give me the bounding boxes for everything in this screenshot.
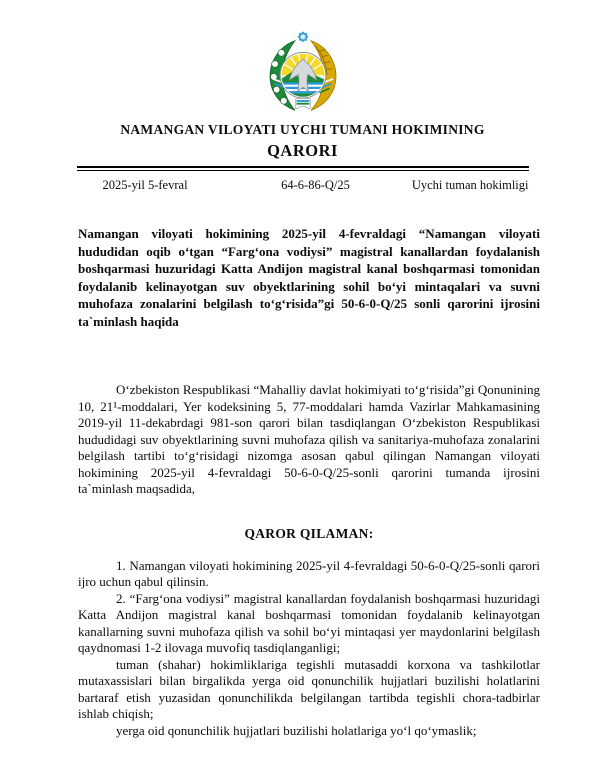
clauses-list [78, 558, 540, 740]
resolution-heading: QAROR QILAMAN: [244, 525, 374, 541]
clause-1: 1. Namangan viloyati hokimining 2025-yil 4-fevraldagi 50-6-0-Q/25-sonli qarori ijro uchun qabul qilinsin. [78, 557, 540, 589]
clause-2: 2. “Farg‘ona vodiysi” magistral kanallardan foydalanish boshqarmasi huzuridagi Katta Andijon magistral kanal boshqarmasi tomonidan foydalanib kelinayotgan kanallarning suvni muhofaza qilish va sohil bo‘yi mintaqasi yer maydonlarini belgilash qaydnomasi 1-2 ilovaga muvofiq tasdiqlanganligi; [78, 590, 540, 655]
decree-title: Namangan viloyati hokimining 2025-yil 4-fevraldagi “Namangan viloyati hududidan oqib o‘tgan “Farg‘ona vodiysi” magistral kanallardan foydalanish boshqarmasi huzuridagi Katta Andijon magistral kanal boshqarmasi tomonidan foydalanib kelinayotgan suv obyektlarining sohil bo‘yi mintaqalari va suvni muhofaza zonalarini belgilash to‘g‘risida”gi 50-6-0-Q/25 sonli qarorini ijrosini ta`minlash haqida [78, 226, 540, 329]
uzbekistan-state-emblem-icon [263, 28, 343, 116]
document-meta-row [77, 178, 529, 193]
clause-3: tuman (shahar) hokimliklariga tegishli mutasaddi korxona va tashkilotlar mutaxassislari bilan birgalikda yerga oid qonunchilik hujjatlari buzilishi holatlarini bartaraf etish yuzasidan qonunchilikda belgilangan tartibda tegishli chora-tadbirlar ishlab chiqish; [78, 656, 540, 721]
preamble-paragraph: O‘zbekiston Respublikasi “Mahalliy davlat hokimiyati to‘g‘risida”gi Qonunining 10, 21¹-moddalari, Yer kodeksining 5, 77-moddalari hamda Vazirlar Mahkamasining 2019-yil 11-dekabrdagi 981-son qarori bilan tasdiqlangan O‘zbekiston Respublikasi hududidagi suv obyektlarining suvni muhofaza qilish va sanitariya-muhofaza zonalarini belgilash tartibi to‘g‘risidagi nizomga asosan qabul qilingan Namangan viloyati hokimining 2025-yil 4-fevraldagi 50-6-0-Q/25-sonli qarorini tumanda ijrosini ta`minlash maqsadida, [78, 382, 540, 496]
issuing-authority-title: NAMANGAN VILOYATI UYCHI TUMANI HOKIMINING [120, 122, 485, 137]
document-type-title: QARORI [267, 141, 338, 160]
ribbon-icon [295, 98, 309, 108]
document-number: 64-6-86-Q/25 [281, 178, 350, 192]
clause-4: yerga oid qonunchilik hujjatlari buzilishi holatlariga yo‘l qo‘ymaslik; [116, 722, 477, 738]
crescent-star-ornament-icon [297, 31, 308, 42]
document-issuer: Uychi tuman hokimligi [411, 178, 529, 192]
document-date: 2025-yil 5-fevral [102, 178, 188, 192]
header-divider [77, 166, 529, 171]
